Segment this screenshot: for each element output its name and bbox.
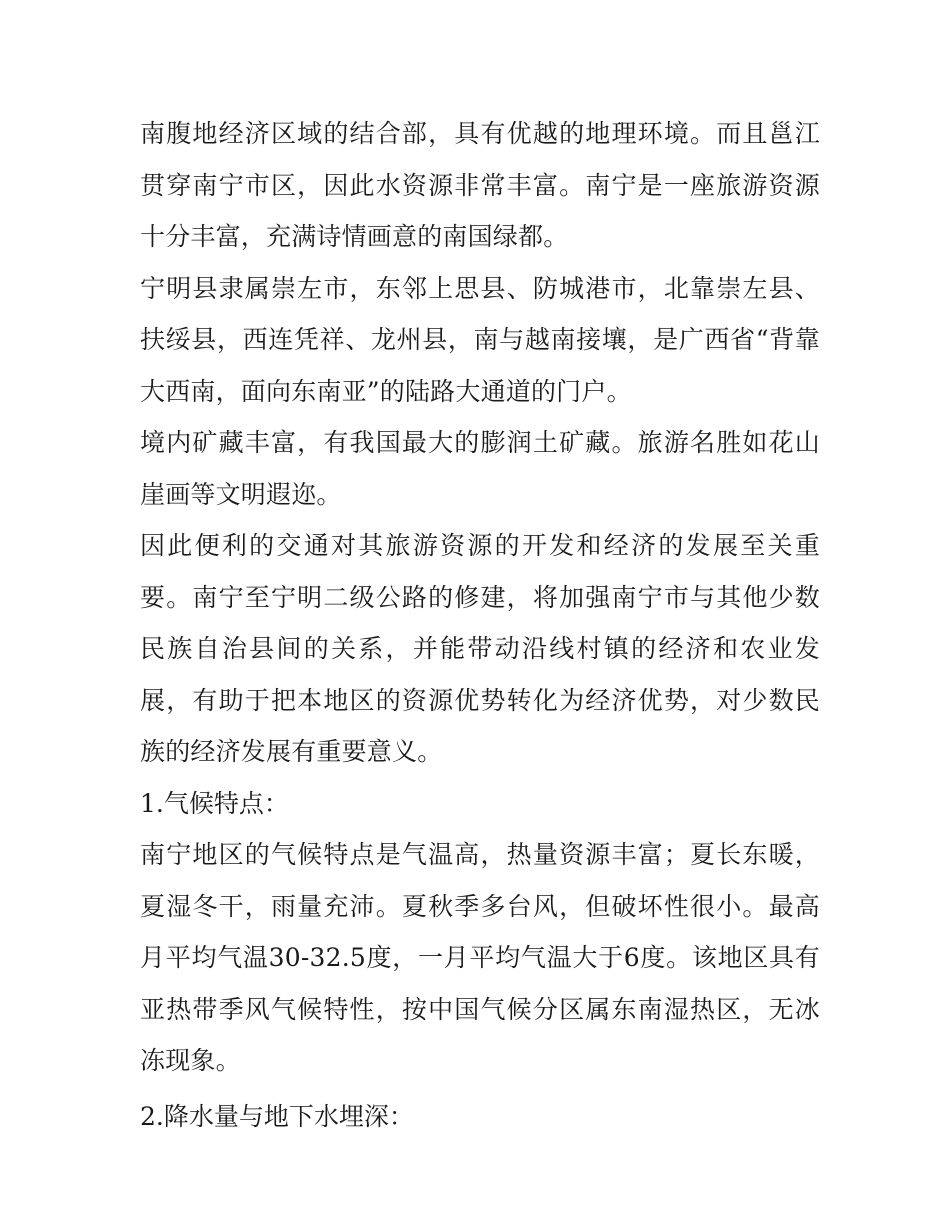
paragraph-nanning-overview: 南腹地经济区域的结合部，具有优越的地理环境。而且邕江贯穿南宁市区，因此水资源非常丰富。南宁是一座旅游资源十分丰富，充满诗情画意的南国绿都。 [140, 119, 820, 251]
section-heading-rainfall-groundwater: 2.降水量与地下水埋深： [140, 1101, 414, 1131]
paragraph-minerals-tourism: 境内矿藏丰富，有我国最大的膨润土矿藏。旅游名胜如花山崖画等文明遐迩。 [140, 428, 820, 509]
paragraph-climate-details: 南宁地区的气候特点是气温高，热量资源丰富；夏长东暖，夏湿冬干，雨量充沛。夏秋季多台风，但破坏性很小。最高月平均气温30-32.5度，一月平均气温大于6度。该地区具有亚热带季风气候特性，按中国气候分区属东南湿热区，无冰冻现象。 [140, 840, 820, 1075]
document-page [140, 108, 820, 1142]
paragraph-ningming-location: 宁明县隶属崇左市，东邻上思县、防城港市，北靠崇左县、扶绥县，西连凭祥、龙州县，南与越南接壤，是广西省“背靠大西南，面向东南亚”的陆路大通道的门户。 [140, 273, 820, 406]
paragraph-road-significance: 因此便利的交通对其旅游资源的开发和经济的发展至关重要。南宁至宁明二级公路的修建，将加强南宁市与其他少数民族自治县间的关系，并能带动沿线村镇的经济和农业发展，有助于把本地区的资源优势转化为经济优势，对少数民族的经济发展有重要意义。 [140, 531, 820, 766]
section-heading-climate: 1.气候特点： [140, 788, 289, 818]
